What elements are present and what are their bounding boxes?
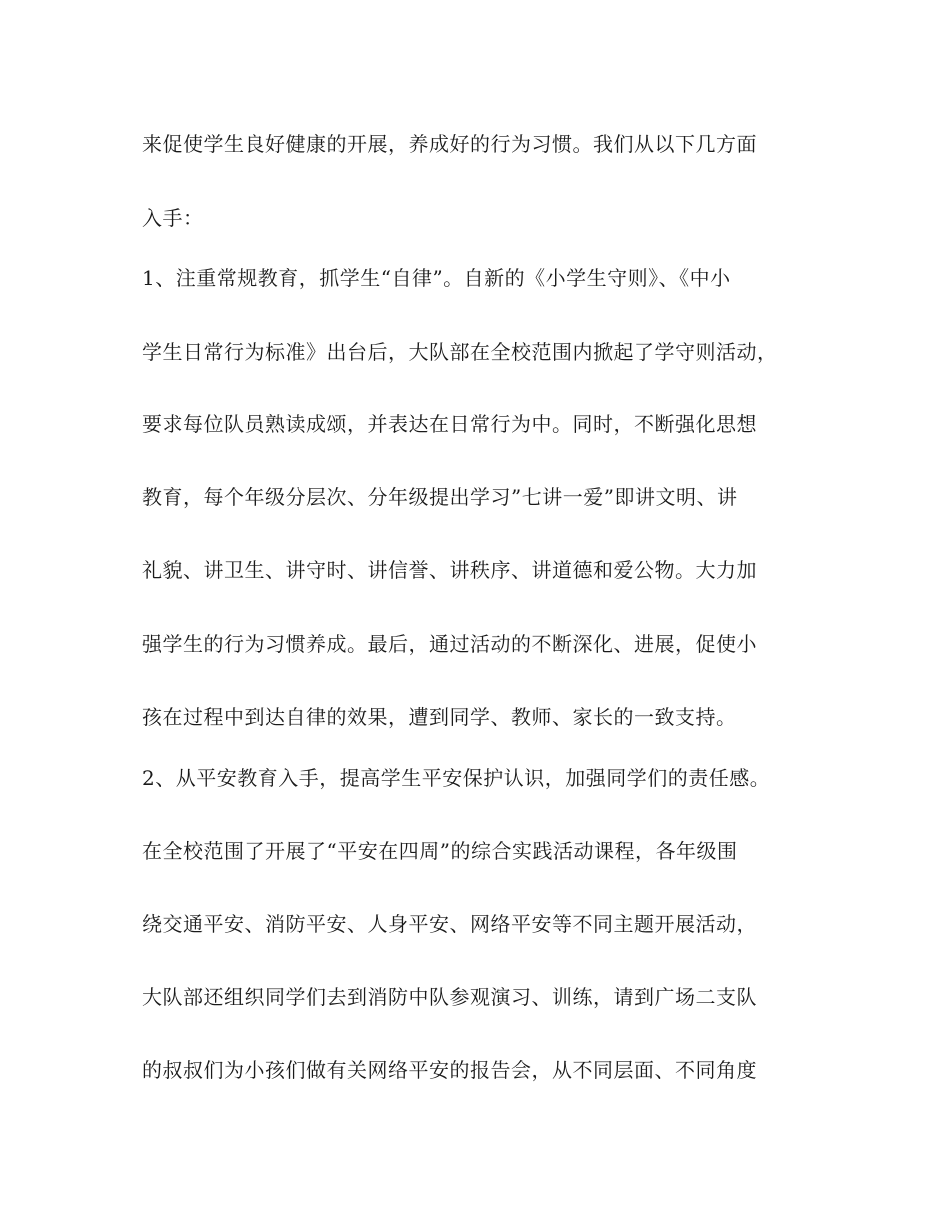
text-line: 孩在过程中到达自律的效果，遭到同学、教师、家长的一致支持。 [142,705,737,729]
text-line: 1、注重常规教育，抓学生“自律”。自新的《小学生守则》、《中小 [142,266,731,290]
text-line: 入手： [142,206,204,230]
text-line: 教育，每个年级分层次、分年级提出学习”七讲一爱”即讲文明、讲 [142,485,738,509]
text-line: 的叔叔们为小孩们做有关网络平安的报告会，从不同层面、不同角度 [142,1058,757,1082]
text-line: 要求每位队员熟读成颂，并表达在日常行为中。同时，不断强化思想 [142,412,757,436]
text-line: 大队部还组织同学们去到消防中队参观演习、训练，请到广场二支队 [142,985,757,1009]
text-line: 学生日常行为标准》出台后，大队部在全校范围内掀起了学守则活动， [142,340,778,364]
text-line: 绕交通平安、消防平安、人身平安、网络平安等不同主题开展活动， [142,912,757,936]
text-line: 2、从平安教育入手，提高学生平安保护认识，加强同学们的责任感。 [142,766,771,790]
text-line: 强学生的行为习惯养成。最后，通过活动的不断深化、进展，促使小 [142,632,757,656]
text-line: 在全校范围了开展了“平安在四周”的综合实践活动课程，各年级围 [142,839,738,863]
text-line: 来促使学生良好健康的开展，养成好的行为习惯。我们从以下几方面 [142,132,757,156]
text-line: 礼貌、讲卫生、讲守时、讲信誉、讲秩序、讲道德和爱公物。大力加 [142,558,757,582]
